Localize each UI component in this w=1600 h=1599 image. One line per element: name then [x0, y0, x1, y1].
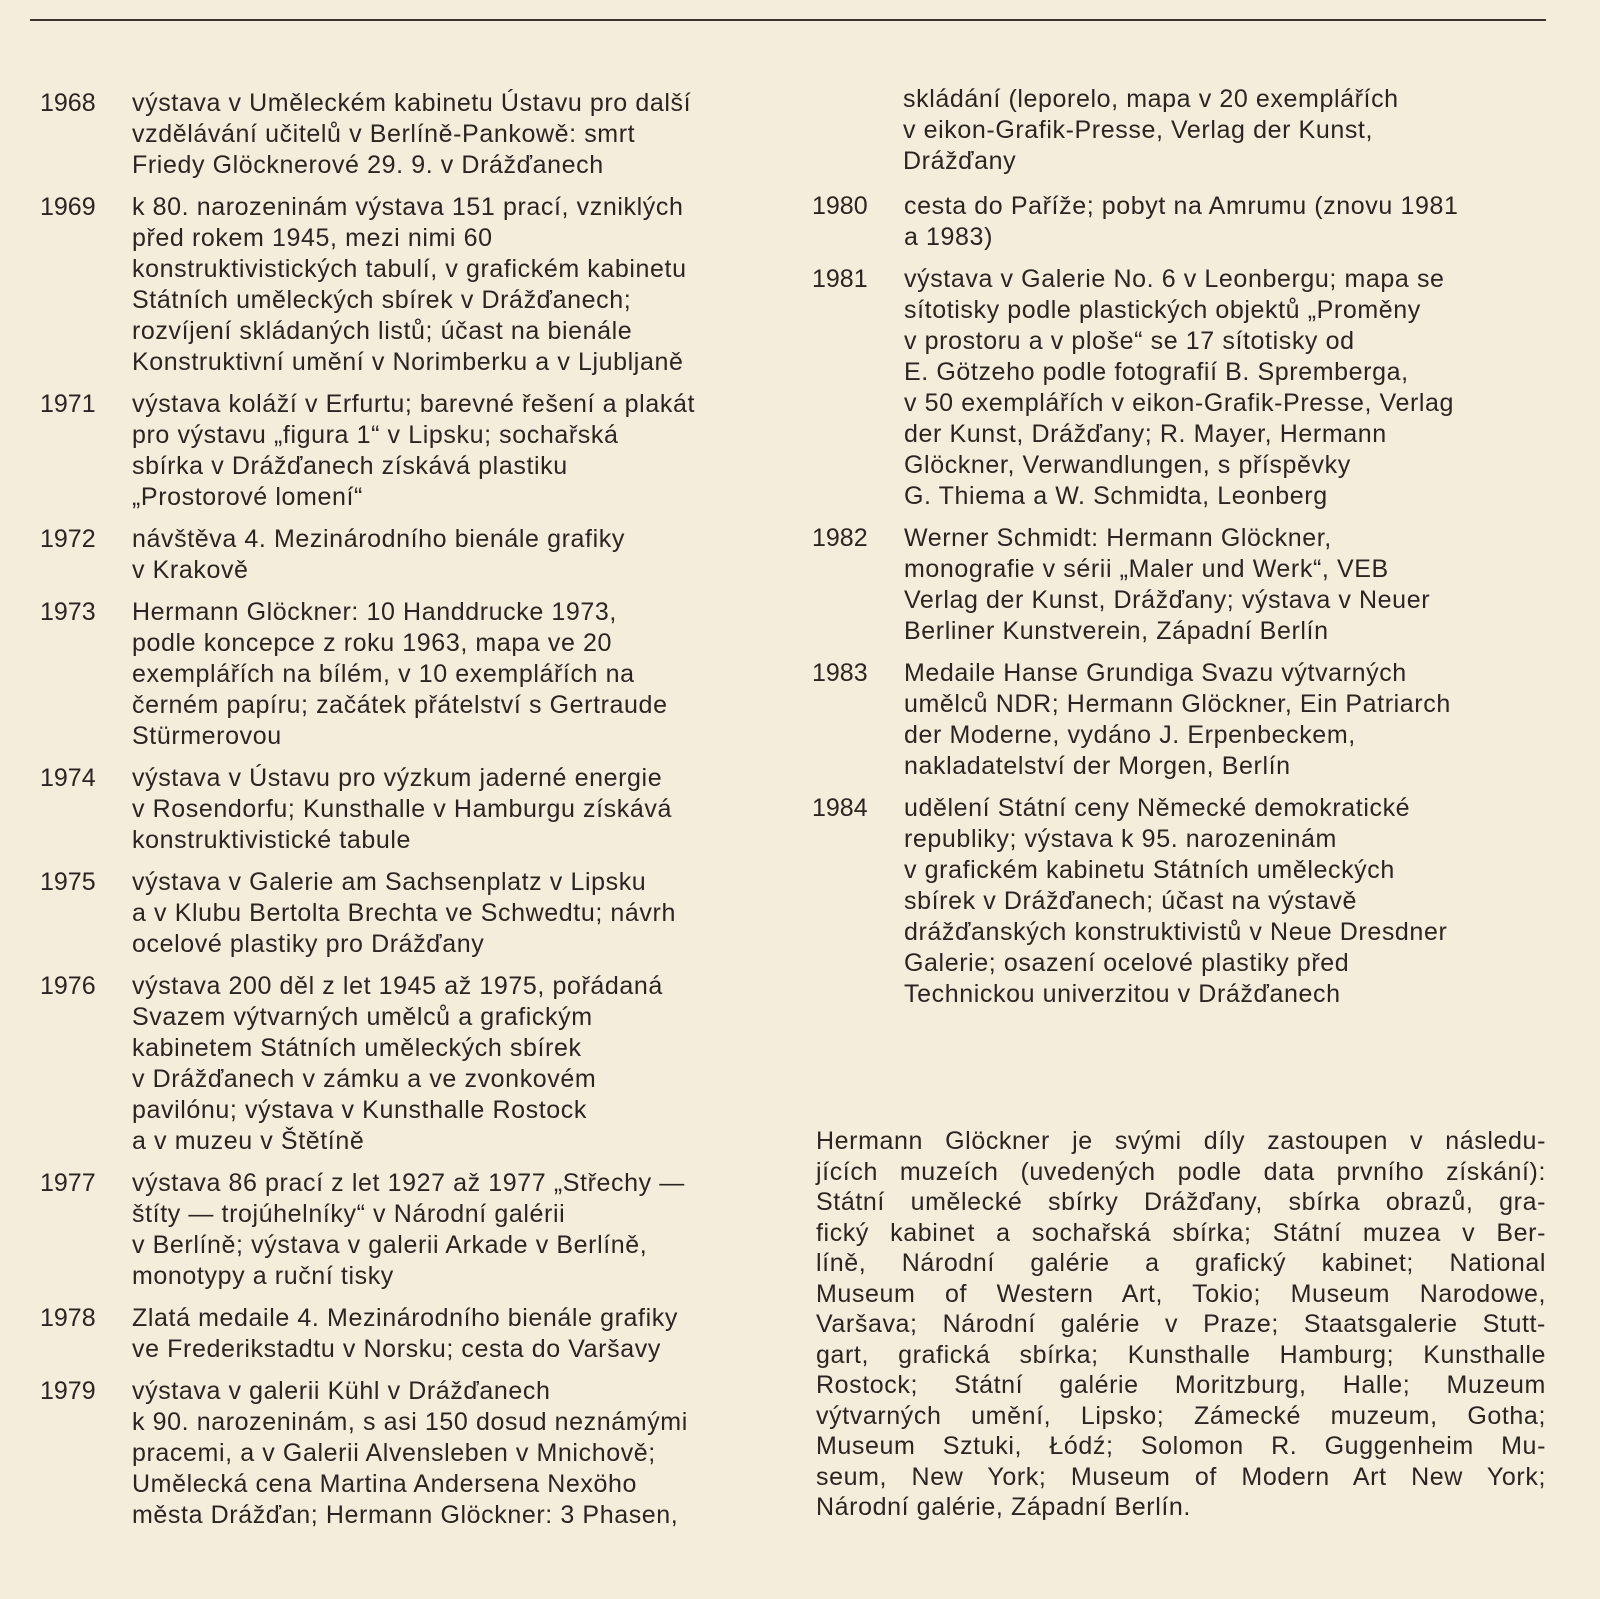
text-line: Hermann Glöckner: 10 Handdrucke 1973,	[132, 598, 617, 626]
entry-year: 1972	[40, 525, 96, 553]
entry-year: 1973	[40, 598, 96, 626]
text-line: gart, grafická sbírka; Kunsthalle Hamburg; Kunsthalle	[816, 1340, 1546, 1369]
chronology-entry	[40, 1168, 800, 1292]
entry-text	[132, 389, 800, 513]
text-line: k 80. narozeninám výstava 151 prací, vzniklých	[132, 193, 684, 221]
text-line: konstruktivistické tabule	[132, 826, 412, 854]
chronology-entry	[40, 971, 800, 1157]
text-line: výstava koláží v Erfurtu; barevné řešení a plakát	[132, 390, 695, 418]
text-line: líně, Národní galérie a grafický kabinet; National	[816, 1249, 1546, 1277]
chronology-entry	[40, 763, 800, 856]
entry-year: 1975	[40, 868, 96, 896]
entry-year: 1984	[812, 794, 868, 822]
entry-year: 1969	[40, 193, 96, 221]
text-line: Státních uměleckých sbírek v Drážďanech;	[132, 286, 632, 314]
chronology-entry	[40, 524, 800, 586]
text-line: Státní umělecké sbírky Drážďany, sbírka obrazů, gra-	[816, 1188, 1546, 1216]
text-line: Svazem výtvarných umělců a grafickým	[132, 1003, 593, 1031]
entry-text	[132, 1303, 800, 1365]
text-line: der Kunst, Drážďany; R. Mayer, Hermann	[904, 420, 1387, 448]
text-line: výstava 86 prací z let 1927 až 1977 „Střechy —	[132, 1169, 685, 1197]
chronology-entry	[40, 597, 800, 752]
entry-text	[904, 793, 1562, 1010]
text-line: výstava v Uměleckém kabinetu Ústavu pro další	[132, 89, 692, 117]
text-line: pracemi, a v Galerii Alvensleben v Mnichově;	[132, 1439, 656, 1467]
text-line: monotypy a ruční tisky	[132, 1262, 394, 1290]
entry-text	[904, 523, 1562, 647]
text-line: výtvarných umění, Lipsko; Zámecké muzeum, Gotha;	[816, 1401, 1546, 1430]
text-line: Rostock; Státní galérie Moritzburg, Halle; Muzeum	[816, 1371, 1546, 1399]
text-line: výstava v Ústavu pro výzkum jaderné energie	[132, 764, 663, 792]
text-line: a v muzeu v Štětíně	[132, 1127, 365, 1155]
text-line: fický kabinet a sochařská sbírka; Státní muzea v Ber-	[816, 1218, 1546, 1247]
text-line: seum, New York; Museum of Modern Art New York;	[816, 1462, 1546, 1491]
chronology-entry	[812, 264, 1562, 512]
museums-paragraph	[816, 1126, 1546, 1523]
text-line: Umělecká cena Martina Andersena Nexöho	[132, 1470, 638, 1498]
text-line: Varšava; Národní galérie v Praze; Staatsgalerie Stutt-	[816, 1310, 1546, 1338]
text-line: pavilónu; výstava v Kunsthalle Rostock	[132, 1096, 587, 1124]
text-line: jících muzeích (uvedených podle data prvního získání):	[816, 1157, 1546, 1186]
text-line: podle koncepce z roku 1963, mapa ve 20	[132, 629, 613, 657]
entry-year: 1977	[40, 1169, 96, 1197]
chronology-right-column	[812, 84, 1562, 1021]
chronology-entry	[40, 867, 800, 960]
entry-year: 1978	[40, 1304, 96, 1332]
entry-text	[132, 1376, 800, 1531]
text-line: v Krakově	[132, 556, 249, 584]
top-rule	[30, 19, 1546, 21]
text-line: vzdělávání učitelů v Berlíně-Pankowě: smrt	[132, 120, 636, 148]
text-line: Zlatá medaile 4. Mezinárodního bienále grafiky	[132, 1304, 678, 1332]
text-line: v eikon-Grafik-Presse, Verlag der Kunst,	[903, 116, 1374, 144]
text-line: Werner Schmidt: Hermann Glöckner,	[904, 524, 1332, 552]
entry-year: 1981	[812, 265, 868, 293]
text-line: v Berlíně; výstava v galerii Arkade v Berlíně,	[132, 1231, 648, 1259]
text-line: Drážďany	[903, 147, 1017, 175]
text-line: výstava v galerii Kühl v Drážďanech	[132, 1377, 551, 1405]
entry-year: 1976	[40, 972, 96, 1000]
text-line: Medaile Hanse Grundiga Svazu výtvarných	[904, 659, 1407, 687]
chronology-left-column	[40, 88, 800, 1542]
text-line: Technickou univerzitou v Drážďanech	[904, 980, 1341, 1008]
entry-text	[132, 971, 800, 1157]
chronology-entry	[40, 192, 800, 378]
entry-text	[132, 763, 800, 856]
text-line: sbírka v Drážďanech získává plastiku	[132, 452, 568, 480]
entry-text	[132, 88, 800, 181]
text-line: Stürmerovou	[132, 722, 282, 750]
text-line: pro výstavu „figura 1“ v Lipsku; sochařská	[132, 421, 619, 449]
text-line: Hermann Glöckner je svými díly zastoupen v následu-	[816, 1127, 1546, 1155]
entry-text	[132, 597, 800, 752]
text-line: Glöckner, Verwandlungen, s příspěvky	[904, 451, 1351, 479]
entry-year: 1979	[40, 1377, 96, 1405]
text-line: Verlag der Kunst, Drážďany; výstava v Neuer	[904, 586, 1431, 614]
text-line: výstava 200 děl z let 1945 až 1975, pořádaná	[132, 972, 663, 1000]
chronology-entry	[40, 389, 800, 513]
text-line: Galerie; osazení ocelové plastiky před	[904, 949, 1350, 977]
text-line: sbírek v Drážďanech; účast na výstavě	[904, 887, 1358, 915]
text-line: města Drážďan; Hermann Glöckner: 3 Phasen,	[132, 1501, 679, 1529]
text-line: v Drážďanech v zámku a ve zvonkovém	[132, 1065, 597, 1093]
chronology-entry	[40, 88, 800, 181]
entry-text	[904, 191, 1562, 253]
entry-year: 1980	[812, 192, 868, 220]
text-line: G. Thiema a W. Schmidta, Leonberg	[904, 482, 1328, 510]
text-line: der Moderne, vydáno J. Erpenbeckem,	[904, 721, 1356, 749]
text-line: „Prostorové lomení“	[132, 483, 363, 511]
entry-year: 1982	[812, 524, 868, 552]
chronology-entry	[812, 191, 1562, 253]
text-line: skládání (leporelo, mapa v 20 exemplářích	[903, 85, 1399, 113]
entry-year: 1968	[40, 89, 96, 117]
text-line: černém papíru; začátek přátelství s Gertraude	[132, 691, 668, 719]
text-line: republiky; výstava k 95. narozeninám	[904, 825, 1337, 853]
text-line: v grafickém kabinetu Státních uměleckých	[904, 856, 1395, 884]
chronology-entry	[40, 1303, 800, 1365]
text-line: Friedy Glöcknerové 29. 9. v Drážďanech	[132, 151, 604, 179]
text-line: cesta do Paříže; pobyt na Amrumu (znovu 1981	[904, 192, 1459, 220]
entry-text	[132, 867, 800, 960]
text-line: štíty — trojúhelníky“ v Národní galérii	[132, 1200, 566, 1228]
chronology-entry	[812, 793, 1562, 1010]
text-line: kabinetem Státních uměleckých sbírek	[132, 1034, 582, 1062]
entry-year: 1983	[812, 659, 868, 687]
text-line: Museum Sztuki, Łódź; Solomon R. Guggenheim Mu-	[816, 1432, 1546, 1460]
chronology-entry	[812, 523, 1562, 647]
entry-year: 1974	[40, 764, 96, 792]
continued-entry-1979	[903, 84, 1562, 177]
text-line: umělců NDR; Hermann Glöckner, Ein Patriarch	[904, 690, 1451, 718]
entry-text	[132, 1168, 800, 1292]
entry-year: 1971	[40, 390, 96, 418]
entry-text	[132, 192, 800, 378]
entry-text	[904, 658, 1562, 782]
text-line: Národní galérie, Západní Berlín.	[816, 1493, 1191, 1521]
text-line: v 50 exemplářích v eikon-Grafik-Presse, Verlag	[904, 389, 1455, 417]
entry-text	[132, 524, 800, 586]
text-line: návštěva 4. Mezinárodního bienále grafiky	[132, 525, 625, 553]
text-line: E. Götzeho podle fotografií B. Spremberga,	[904, 358, 1409, 386]
chronology-entry	[40, 1376, 800, 1531]
text-line: nakladatelství der Morgen, Berlín	[904, 752, 1291, 780]
text-line: exemplářích na bílém, v 10 exemplářích na	[132, 660, 635, 688]
text-line: drážďanských konstruktivistů v Neue Dresdner	[904, 918, 1448, 946]
text-line: v Rosendorfu; Kunsthalle v Hamburgu získává	[132, 795, 672, 823]
text-line: rozvíjení skládaných listů; účast na bienále	[132, 317, 633, 345]
text-line: a 1983)	[904, 223, 993, 251]
text-line: výstava v Galerie No. 6 v Leonbergu; mapa se	[904, 265, 1445, 293]
entry-text	[904, 264, 1562, 512]
text-line: udělení Státní ceny Německé demokratické	[904, 794, 1411, 822]
text-line: sítotisky podle plastických objektů „Proměny	[904, 296, 1421, 324]
text-line: výstava v Galerie am Sachsenplatz v Lipsku	[132, 868, 647, 896]
text-line: ve Frederikstadtu v Norsku; cesta do Varšavy	[132, 1335, 661, 1363]
text-line: konstruktivistických tabulí, v grafickém kabinetu	[132, 255, 687, 283]
text-line: Berliner Kunstverein, Západní Berlín	[904, 617, 1329, 645]
text-line: a v Klubu Bertolta Brechta ve Schwedtu; návrh	[132, 899, 676, 927]
text-line: monografie v sérii „Maler und Werk“, VEB	[904, 555, 1389, 583]
text-line: k 90. narozeninám, s asi 150 dosud neznámými	[132, 1408, 688, 1436]
text-line: Museum of Western Art, Tokio; Museum Narodowe,	[816, 1279, 1546, 1308]
chronology-entry	[812, 658, 1562, 782]
text-line: před rokem 1945, mezi nimi 60	[132, 224, 493, 252]
text-line: Konstruktivní umění v Norimberku a v Ljubljaně	[132, 348, 684, 376]
text-line: v prostoru a v ploše“ se 17 sítotisky od	[904, 327, 1355, 355]
text-line: ocelové plastiky pro Drážďany	[132, 930, 485, 958]
